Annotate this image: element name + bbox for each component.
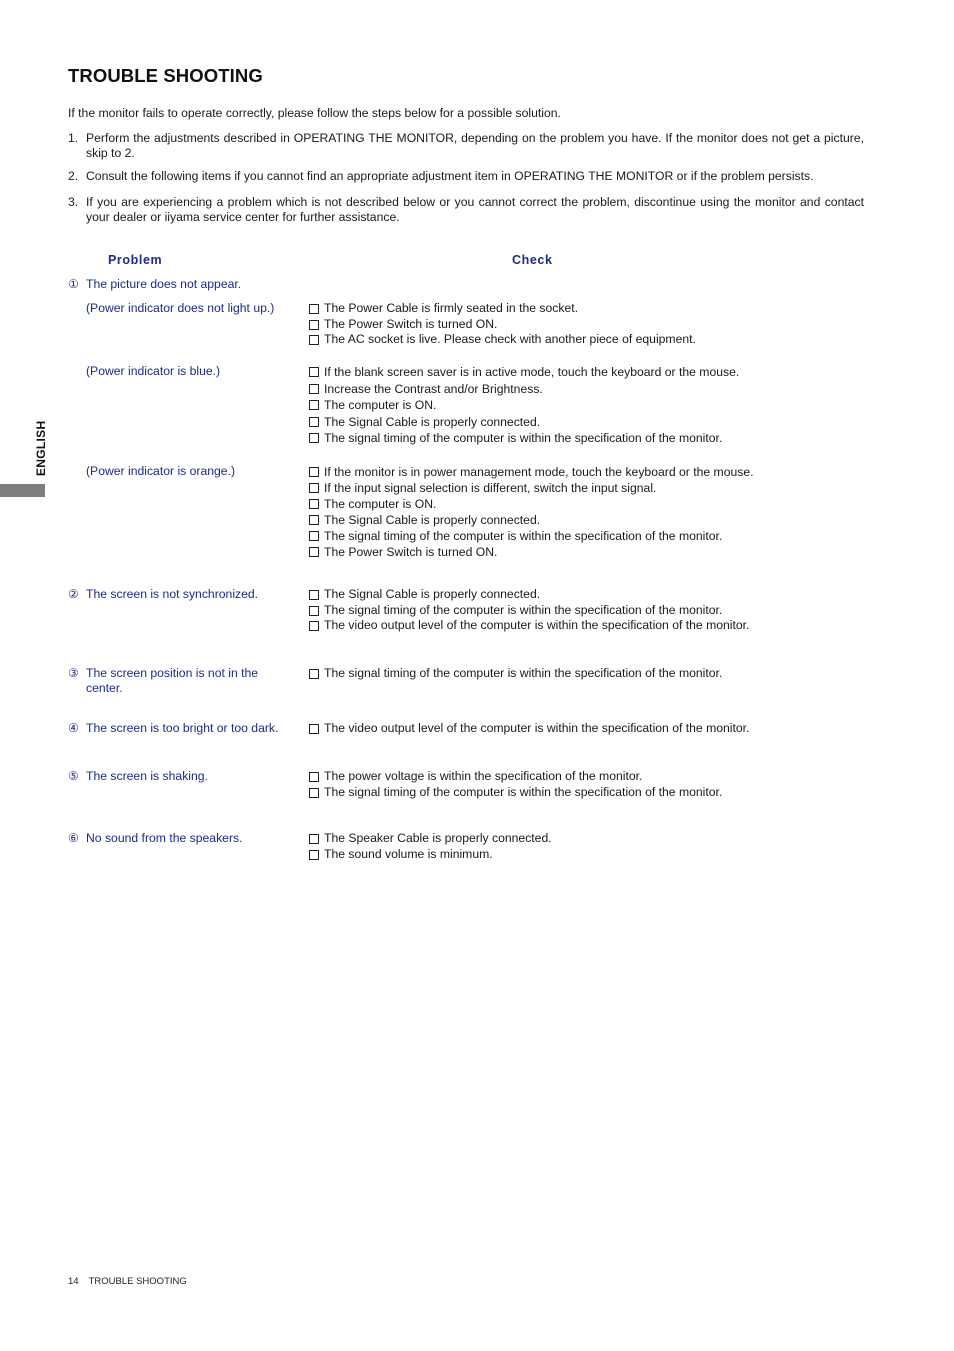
step-2 xyxy=(68,169,864,184)
checklist-orange xyxy=(308,464,868,560)
checkbox-icon xyxy=(309,590,319,600)
page-footer xyxy=(68,1276,197,1287)
check-item: The signal timing of the computer is within the specification of the monitor. xyxy=(308,528,868,544)
step-number: 2. xyxy=(68,169,79,183)
problem-6 xyxy=(68,831,300,846)
page-title: TROUBLE SHOOTING xyxy=(68,65,263,86)
problem-label: The picture does not appear. xyxy=(86,277,242,291)
checklist-blue xyxy=(308,364,868,447)
problem-label: The screen is too bright or too dark. xyxy=(86,721,279,735)
check-item: The Power Switch is turned ON. xyxy=(308,317,868,333)
check-item: The Signal Cable is properly connected. xyxy=(308,587,868,603)
step-number: 3. xyxy=(68,195,79,209)
check-column-header: Check xyxy=(512,253,553,267)
step-1 xyxy=(68,131,864,161)
step-number: 1. xyxy=(68,131,79,145)
footer-section: TROUBLE SHOOTING xyxy=(88,1276,187,1287)
check-item: If the monitor is in power management mode, touch the keyboard or the mouse. xyxy=(308,464,868,480)
problem-4 xyxy=(68,721,304,736)
checkbox-icon xyxy=(309,669,319,679)
check-item: The signal timing of the computer is within the specification of the monitor. xyxy=(308,785,868,801)
check-item: If the blank screen saver is in active mode, touch the keyboard or the mouse. xyxy=(308,364,868,381)
problem-1 xyxy=(68,277,300,292)
checkbox-icon xyxy=(309,621,319,631)
problem-column-header: Problem xyxy=(108,253,163,267)
language-tab-marker xyxy=(0,484,45,497)
problem-2 xyxy=(68,587,300,602)
checkbox-icon xyxy=(309,834,319,844)
problem-number: ③ xyxy=(68,666,79,680)
step-text: Perform the adjustments described in OPERATING THE MONITOR, depending on the problem you have. If the monitor does not get a picture, skip to 2. xyxy=(86,131,864,160)
problem-label: No sound from the speakers. xyxy=(86,831,243,845)
problem-number: ⑤ xyxy=(68,769,79,783)
problem-number: ⑥ xyxy=(68,831,79,845)
check-item: The Speaker Cable is properly connected. xyxy=(308,831,868,847)
checkbox-icon xyxy=(309,320,319,330)
checkbox-icon xyxy=(309,367,319,377)
checkbox-icon xyxy=(309,433,319,443)
problem-number: ① xyxy=(68,277,79,291)
step-text: Consult the following items if you cannot find an appropriate adjustment item in OPERATING THE MONITOR or if the problem persists. xyxy=(86,169,814,183)
checkbox-icon xyxy=(309,606,319,616)
check-item: The video output level of the computer is within the specification of the monitor. xyxy=(308,618,868,634)
problem-3 xyxy=(68,666,278,696)
checkbox-icon xyxy=(309,772,319,782)
intro-text: If the monitor fails to operate correctly, please follow the steps below for a possible solution. xyxy=(68,106,561,120)
check-item: The video output level of the computer is within the specification of the monitor. xyxy=(308,721,868,737)
problem-label: The screen is not synchronized. xyxy=(86,587,259,601)
checklist-sound xyxy=(308,831,868,862)
checkbox-icon xyxy=(309,788,319,798)
checkbox-icon xyxy=(309,724,319,734)
subproblem-orange: (Power indicator is orange.) xyxy=(86,464,236,478)
problem-label: The screen is shaking. xyxy=(86,769,208,783)
check-item: The Signal Cable is properly connected. xyxy=(308,414,868,431)
step-text: If you are experiencing a problem which is not described below or you cannot correct the problem, discontinue using the monitor and contact your dealer or iiyama service center for further assistance. xyxy=(86,195,864,224)
check-item: The signal timing of the computer is within the specification of the monitor. xyxy=(308,430,868,447)
check-item: The sound volume is minimum. xyxy=(308,847,868,863)
checklist-position xyxy=(308,666,868,682)
step-3 xyxy=(68,195,864,225)
check-item: Increase the Contrast and/or Brightness. xyxy=(308,381,868,398)
checkbox-icon xyxy=(309,515,319,525)
check-item: The Signal Cable is properly connected. xyxy=(308,512,868,528)
checkbox-icon xyxy=(309,335,319,345)
checkbox-icon xyxy=(309,499,319,509)
checklist-sync xyxy=(308,587,868,634)
problem-label: The screen position is not in the center. xyxy=(86,666,259,695)
checkbox-icon xyxy=(309,531,319,541)
checkbox-icon xyxy=(309,850,319,860)
check-item: The Power Switch is turned ON. xyxy=(308,544,868,560)
checkbox-icon xyxy=(309,417,319,427)
checkbox-icon xyxy=(309,400,319,410)
checklist-shaking xyxy=(308,769,868,800)
check-item: If the input signal selection is different, switch the input signal. xyxy=(308,480,868,496)
check-item: The signal timing of the computer is within the specification of the monitor. xyxy=(308,603,868,619)
checklist-no-light xyxy=(308,301,868,348)
check-item: The power voltage is within the specification of the monitor. xyxy=(308,769,868,785)
problem-number: ④ xyxy=(68,721,79,735)
checkbox-icon xyxy=(309,483,319,493)
checkbox-icon xyxy=(309,384,319,394)
check-item: The computer is ON. xyxy=(308,397,868,414)
check-item: The signal timing of the computer is within the specification of the monitor. xyxy=(308,666,868,682)
check-item: The AC socket is live. Please check with another piece of equipment. xyxy=(308,332,868,348)
checklist-bright xyxy=(308,721,868,737)
page-number: 14 xyxy=(68,1276,79,1287)
problem-5 xyxy=(68,769,300,784)
problem-number: ② xyxy=(68,587,79,601)
subproblem-blue: (Power indicator is blue.) xyxy=(86,364,221,378)
check-item: The computer is ON. xyxy=(308,496,868,512)
check-item: The Power Cable is firmly seated in the socket. xyxy=(308,301,868,317)
checkbox-icon xyxy=(309,547,319,557)
checkbox-icon xyxy=(309,304,319,314)
language-side-label: ENGLISH xyxy=(34,420,48,476)
subproblem-no-light: (Power indicator does not light up.) xyxy=(86,301,275,315)
checkbox-icon xyxy=(309,467,319,477)
